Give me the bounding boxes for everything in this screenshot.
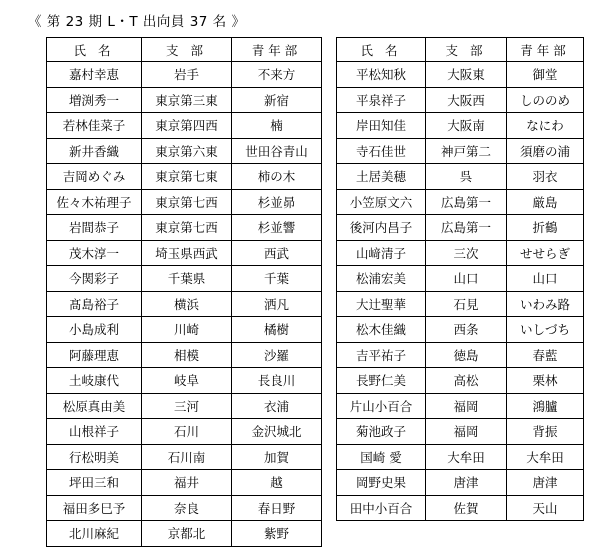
member-name-cell: 片山小百合 [337, 393, 426, 419]
member-name-cell: 大辻聖華 [337, 291, 426, 317]
member-name-cell: 岡野史果 [337, 470, 426, 496]
youth-division-cell: せせらぎ [507, 240, 584, 266]
member-name-cell: 菊池政子 [337, 419, 426, 445]
table-row [47, 495, 322, 521]
youth-division-cell: 天山 [507, 495, 584, 521]
table-row [47, 342, 322, 368]
branch-cell: 石川南 [142, 444, 232, 470]
member-name-cell: 吉平祐子 [337, 342, 426, 368]
member-name-cell: 福田多巳予 [47, 495, 142, 521]
branch-cell: 埼玉県西武 [142, 240, 232, 266]
member-name-cell: 松原真由美 [47, 393, 142, 419]
member-name-cell: 土居美穂 [337, 164, 426, 190]
header-branch: 支 部 [142, 38, 232, 62]
youth-division-cell: 羽衣 [507, 164, 584, 190]
table-row [337, 113, 584, 139]
branch-cell: 三河 [142, 393, 232, 419]
youth-division-cell: 楠 [232, 113, 322, 139]
youth-division-cell: 千葉 [232, 266, 322, 292]
table-row [47, 138, 322, 164]
table-row [337, 215, 584, 241]
header-row [47, 38, 322, 62]
member-name-cell: 新井香織 [47, 138, 142, 164]
branch-cell: 東京第六東 [142, 138, 232, 164]
roster-table-right [336, 37, 584, 521]
youth-division-cell: 杉並昴 [232, 189, 322, 215]
member-name-cell: 長野仁美 [337, 368, 426, 394]
member-name-cell: 平松知秋 [337, 62, 426, 88]
table-row [337, 342, 584, 368]
youth-division-cell: 大牟田 [507, 444, 584, 470]
branch-cell: 東京第七東 [142, 164, 232, 190]
header-row [337, 38, 584, 62]
branch-cell: 呉 [426, 164, 507, 190]
member-name-cell: 寺石佳世 [337, 138, 426, 164]
branch-cell: 岐阜 [142, 368, 232, 394]
table-row [47, 266, 322, 292]
member-name-cell: 後河内昌子 [337, 215, 426, 241]
branch-cell: 千葉県 [142, 266, 232, 292]
youth-division-cell: 西武 [232, 240, 322, 266]
branch-cell: 神戸第二 [426, 138, 507, 164]
member-name-cell: 小島成利 [47, 317, 142, 343]
table-row [47, 317, 322, 343]
table-row [337, 266, 584, 292]
table-row [47, 291, 322, 317]
table-row [47, 87, 322, 113]
table-row [337, 240, 584, 266]
table-row [337, 419, 584, 445]
branch-cell: 三次 [426, 240, 507, 266]
table-row [47, 240, 322, 266]
branch-cell: 高松 [426, 368, 507, 394]
table-row [47, 419, 322, 445]
branch-cell: 石川 [142, 419, 232, 445]
youth-division-cell: 鴻臚 [507, 393, 584, 419]
branch-cell: 大阪東 [426, 62, 507, 88]
branch-cell: 相模 [142, 342, 232, 368]
header-branch: 支 部 [426, 38, 507, 62]
branch-cell: 東京第四西 [142, 113, 232, 139]
youth-division-cell: 金沢城北 [232, 419, 322, 445]
header-name: 氏 名 [47, 38, 142, 62]
youth-division-cell: なにわ [507, 113, 584, 139]
table-row [47, 189, 322, 215]
branch-cell: 福井 [142, 470, 232, 496]
member-name-cell: 松木佳織 [337, 317, 426, 343]
table-row [47, 113, 322, 139]
youth-division-cell: 折鶴 [507, 215, 584, 241]
table-row [337, 291, 584, 317]
member-name-cell: 行松明美 [47, 444, 142, 470]
youth-division-cell: 柿の木 [232, 164, 322, 190]
header-youth: 青年部 [232, 38, 322, 62]
table-row [47, 393, 322, 419]
youth-division-cell: 背振 [507, 419, 584, 445]
branch-cell: 大牟田 [426, 444, 507, 470]
youth-division-cell: 沙羅 [232, 342, 322, 368]
youth-division-cell: 洒凡 [232, 291, 322, 317]
youth-division-cell: 御堂 [507, 62, 584, 88]
member-name-cell: 吉岡めぐみ [47, 164, 142, 190]
youth-division-cell: 山口 [507, 266, 584, 292]
branch-cell: 大阪南 [426, 113, 507, 139]
table-row [337, 393, 584, 419]
branch-cell: 福岡 [426, 393, 507, 419]
branch-cell: 東京第七西 [142, 189, 232, 215]
member-name-cell: 山根祥子 [47, 419, 142, 445]
youth-division-cell: 杉並響 [232, 215, 322, 241]
youth-division-cell: 越 [232, 470, 322, 496]
table-row [337, 62, 584, 88]
branch-cell: 広島第一 [426, 189, 507, 215]
member-name-cell: 坪田三和 [47, 470, 142, 496]
branch-cell: 奈良 [142, 495, 232, 521]
member-name-cell: 松浦宏美 [337, 266, 426, 292]
member-name-cell: 田中小百合 [337, 495, 426, 521]
table-row [337, 164, 584, 190]
table-row [47, 62, 322, 88]
member-name-cell: 山﨑清子 [337, 240, 426, 266]
table-row [337, 470, 584, 496]
table-row [337, 368, 584, 394]
branch-cell: 山口 [426, 266, 507, 292]
member-name-cell: 髙島裕子 [47, 291, 142, 317]
table-row [337, 189, 584, 215]
member-name-cell: 嘉村幸恵 [47, 62, 142, 88]
table-row [337, 444, 584, 470]
youth-division-cell: 新宿 [232, 87, 322, 113]
branch-cell: 東京第七西 [142, 215, 232, 241]
youth-division-cell: 世田谷青山 [232, 138, 322, 164]
youth-division-cell: 加賀 [232, 444, 322, 470]
branch-cell: 徳島 [426, 342, 507, 368]
branch-cell: 福岡 [426, 419, 507, 445]
member-name-cell: 岩間恭子 [47, 215, 142, 241]
youth-division-cell: 不来方 [232, 62, 322, 88]
member-name-cell: 平泉祥子 [337, 87, 426, 113]
youth-division-cell: 衣浦 [232, 393, 322, 419]
header-name: 氏 名 [337, 38, 426, 62]
table-row [337, 495, 584, 521]
youth-division-cell: 橘樹 [232, 317, 322, 343]
branch-cell: 岩手 [142, 62, 232, 88]
roster-table-left [46, 37, 322, 547]
member-name-cell: 小笠原文六 [337, 189, 426, 215]
member-name-cell: 若林佳菜子 [47, 113, 142, 139]
youth-division-cell: いわみ路 [507, 291, 584, 317]
member-name-cell: 茂木淳一 [47, 240, 142, 266]
youth-division-cell: 須磨の浦 [507, 138, 584, 164]
youth-division-cell: 春藍 [507, 342, 584, 368]
table-row [337, 138, 584, 164]
youth-division-cell: 栗林 [507, 368, 584, 394]
branch-cell: 石見 [426, 291, 507, 317]
youth-division-cell: 厳島 [507, 189, 584, 215]
branch-cell: 大阪西 [426, 87, 507, 113]
branch-cell: 広島第一 [426, 215, 507, 241]
youth-division-cell: いしづち [507, 317, 584, 343]
table-row [47, 368, 322, 394]
branch-cell: 佐賀 [426, 495, 507, 521]
member-name-cell: 佐々木祐理子 [47, 189, 142, 215]
branch-cell: 京都北 [142, 521, 232, 547]
branch-cell: 西条 [426, 317, 507, 343]
table-row [337, 87, 584, 113]
table-row [47, 444, 322, 470]
table-row [47, 215, 322, 241]
member-name-cell: 国崎 愛 [337, 444, 426, 470]
member-name-cell: 阿藤理恵 [47, 342, 142, 368]
branch-cell: 東京第三東 [142, 87, 232, 113]
table-row [47, 521, 322, 547]
document-title: 《 第 23 期 L・T 出向員 37 名 》 [28, 14, 246, 30]
branch-cell: 横浜 [142, 291, 232, 317]
member-name-cell: 岸田知佳 [337, 113, 426, 139]
member-name-cell: 増渕秀一 [47, 87, 142, 113]
table-row [47, 164, 322, 190]
branch-cell: 唐津 [426, 470, 507, 496]
branch-cell: 川崎 [142, 317, 232, 343]
youth-division-cell: 長良川 [232, 368, 322, 394]
youth-division-cell: 春日野 [232, 495, 322, 521]
table-row [337, 317, 584, 343]
member-name-cell: 北川麻紀 [47, 521, 142, 547]
member-name-cell: 今関彩子 [47, 266, 142, 292]
youth-division-cell: 紫野 [232, 521, 322, 547]
table-row [47, 470, 322, 496]
header-youth: 青年部 [507, 38, 584, 62]
member-name-cell: 土岐康代 [47, 368, 142, 394]
youth-division-cell: しののめ [507, 87, 584, 113]
youth-division-cell: 唐津 [507, 470, 584, 496]
